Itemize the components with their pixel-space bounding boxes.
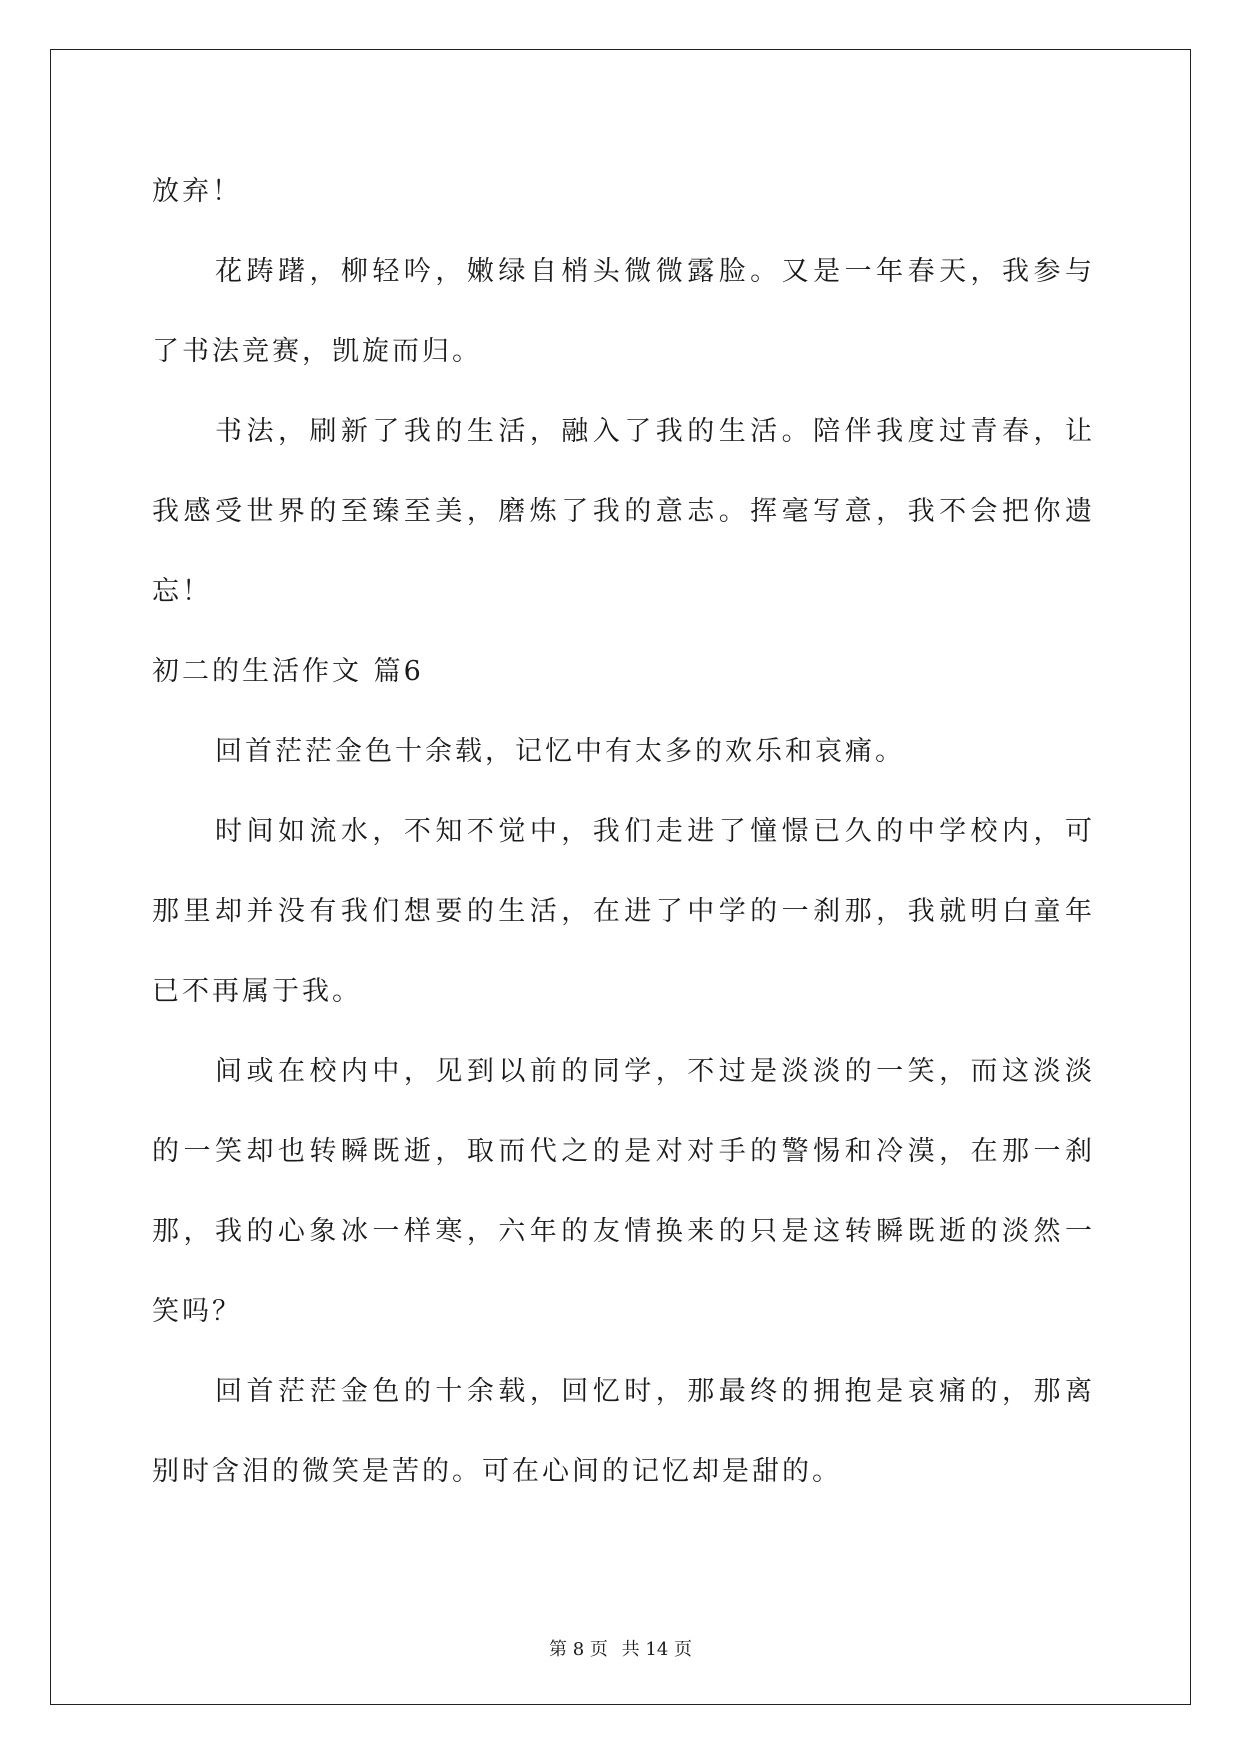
- paragraph-line: 那，我的心象冰一样寒，六年的友情换来的只是这转瞬既逝的淡然一: [152, 1216, 1092, 1247]
- paragraph-line: 书法，刷新了我的生活，融入了我的生活。陪伴我度过青春，让: [215, 416, 1092, 447]
- paragraph-line: 回首茫茫金色十余载，记忆中有太多的欢乐和哀痛。: [215, 736, 905, 767]
- paragraph-line: 忘！: [152, 576, 212, 607]
- page-footer: [0, 1635, 1241, 1661]
- paragraph-line: 已不再属于我。: [152, 976, 362, 1007]
- paragraph-line: 间或在校内中，见到以前的同学，不过是淡淡的一笑，而这淡淡: [215, 1056, 1092, 1087]
- paragraph-line: 放弃！: [152, 176, 242, 207]
- paragraph-line: 的一笑却也转瞬既逝，取而代之的是对对手的警惕和冷漠，在那一刹: [152, 1136, 1092, 1167]
- paragraph-line: 别时含泪的微笑是苦的。可在心间的记忆却是甜的。: [152, 1456, 842, 1487]
- page-total: 共 14 页: [621, 1639, 692, 1660]
- paragraph-line: 那里却并没有我们想要的生活，在进了中学的一刹那，我就明白童年: [152, 896, 1092, 927]
- section-heading: 初二的生活作文 篇6: [152, 656, 424, 687]
- paragraph-line: 笑吗？: [152, 1296, 242, 1327]
- paragraph-line: 花踌躇，柳轻吟，嫩绿自梢头微微露脸。又是一年春天，我参与: [215, 256, 1092, 287]
- paragraph-line: 我感受世界的至臻至美，磨炼了我的意志。挥毫写意，我不会把你遗: [152, 496, 1092, 527]
- paragraph-line: 回首茫茫金色的十余载，回忆时，那最终的拥抱是哀痛的，那离: [215, 1376, 1092, 1407]
- paragraph-line: 了书法竞赛，凯旋而归。: [152, 336, 482, 367]
- paragraph-line: 时间如流水，不知不觉中，我们走进了憧憬已久的中学校内，可: [215, 816, 1092, 847]
- page-number: 第 8 页: [549, 1639, 608, 1660]
